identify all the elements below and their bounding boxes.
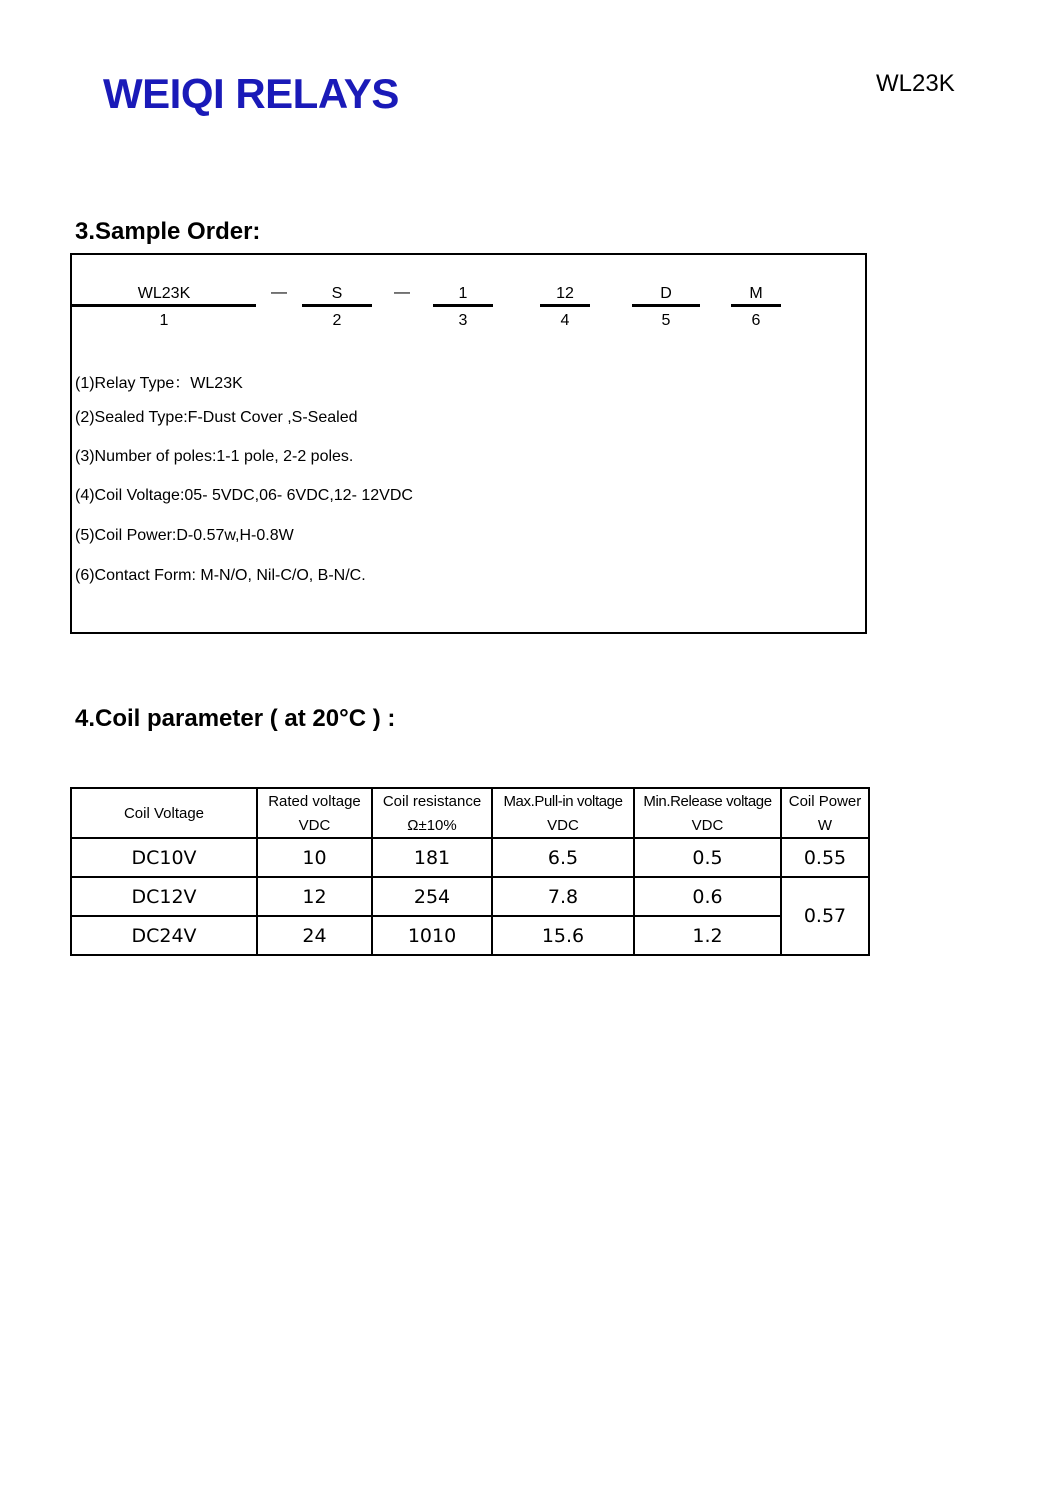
code-underline bbox=[632, 304, 700, 307]
code-separator: — bbox=[394, 284, 410, 301]
table-row bbox=[71, 877, 869, 916]
unit-pull-in-voltage: VDC bbox=[492, 813, 634, 838]
cell-pull-in: 6.5 bbox=[492, 838, 634, 877]
cell-power: 0.57 bbox=[781, 877, 869, 955]
unit-rated-voltage: VDC bbox=[257, 813, 372, 838]
code-index: 3 bbox=[458, 312, 468, 329]
coil-parameter-title: 4.Coil parameter ( at 20°C ) : bbox=[75, 705, 396, 732]
code-underline bbox=[433, 304, 493, 307]
code-underline bbox=[540, 304, 590, 307]
note-sealed-type: (2)Sealed Type:F-Dust Cover ,S-Sealed bbox=[75, 409, 358, 426]
table-row bbox=[71, 838, 869, 877]
code-relay-type: WL23K bbox=[137, 285, 191, 302]
code-index: 6 bbox=[751, 312, 761, 329]
sample-order-title: 3.Sample Order: bbox=[75, 218, 261, 245]
code-separator: — bbox=[271, 284, 287, 301]
cell-rated: 10 bbox=[257, 838, 372, 877]
code-index: 1 bbox=[159, 312, 169, 329]
cell-release: 1.2 bbox=[634, 916, 781, 955]
code-underline bbox=[302, 304, 372, 307]
table-header-row bbox=[71, 788, 869, 813]
header-rated-voltage: Rated voltage bbox=[257, 788, 372, 813]
brand-title: WEIQI RELAYS bbox=[103, 70, 399, 117]
note-contact-form: (6)Contact Form: M-N/O, Nil-C/O, B-N/C. bbox=[75, 567, 366, 584]
note-coil-voltage: (4)Coil Voltage:05- 5VDC,06- 6VDC,12- 12VDC bbox=[75, 487, 413, 504]
header-coil-resistance: Coil resistance bbox=[372, 788, 492, 813]
cell-rated: 24 bbox=[257, 916, 372, 955]
coil-parameter-table bbox=[70, 787, 870, 956]
code-coil-power: D bbox=[660, 285, 672, 302]
code-index: 4 bbox=[560, 312, 570, 329]
cell-rated: 12 bbox=[257, 877, 372, 916]
code-underline bbox=[72, 304, 256, 307]
table-row bbox=[71, 916, 869, 955]
cell-voltage: DC12V bbox=[71, 877, 257, 916]
model-number: WL23K bbox=[876, 70, 955, 97]
header-pull-in-voltage: Max.Pull-in voltage bbox=[492, 788, 634, 813]
code-index: 5 bbox=[661, 312, 671, 329]
unit-coil-power: W bbox=[781, 813, 869, 838]
code-sealed-type: S bbox=[331, 285, 343, 302]
cell-voltage: DC24V bbox=[71, 916, 257, 955]
code-contact-form: M bbox=[749, 285, 763, 302]
cell-release: 0.6 bbox=[634, 877, 781, 916]
cell-resistance: 254 bbox=[372, 877, 492, 916]
code-poles: 1 bbox=[458, 285, 468, 302]
cell-pull-in: 15.6 bbox=[492, 916, 634, 955]
note-relay-type: (1)Relay Type：WL23K bbox=[75, 375, 243, 392]
cell-release: 0.5 bbox=[634, 838, 781, 877]
cell-resistance: 181 bbox=[372, 838, 492, 877]
header-coil-power: Coil Power bbox=[781, 788, 869, 813]
header-coil-voltage: Coil Voltage bbox=[71, 788, 257, 838]
code-coil-voltage: 12 bbox=[556, 285, 574, 302]
unit-coil-resistance: Ω±10% bbox=[372, 813, 492, 838]
note-poles: (3)Number of poles:1-1 pole, 2-2 poles. bbox=[75, 448, 354, 465]
cell-pull-in: 7.8 bbox=[492, 877, 634, 916]
cell-power: 0.55 bbox=[781, 838, 869, 877]
note-coil-power: (5)Coil Power:D-0.57w,H-0.8W bbox=[75, 527, 294, 544]
code-underline bbox=[731, 304, 781, 307]
code-index: 2 bbox=[332, 312, 342, 329]
cell-voltage: DC10V bbox=[71, 838, 257, 877]
header-release-voltage: Min.Release voltage bbox=[634, 788, 781, 813]
unit-release-voltage: VDC bbox=[634, 813, 781, 838]
cell-resistance: 1010 bbox=[372, 916, 492, 955]
